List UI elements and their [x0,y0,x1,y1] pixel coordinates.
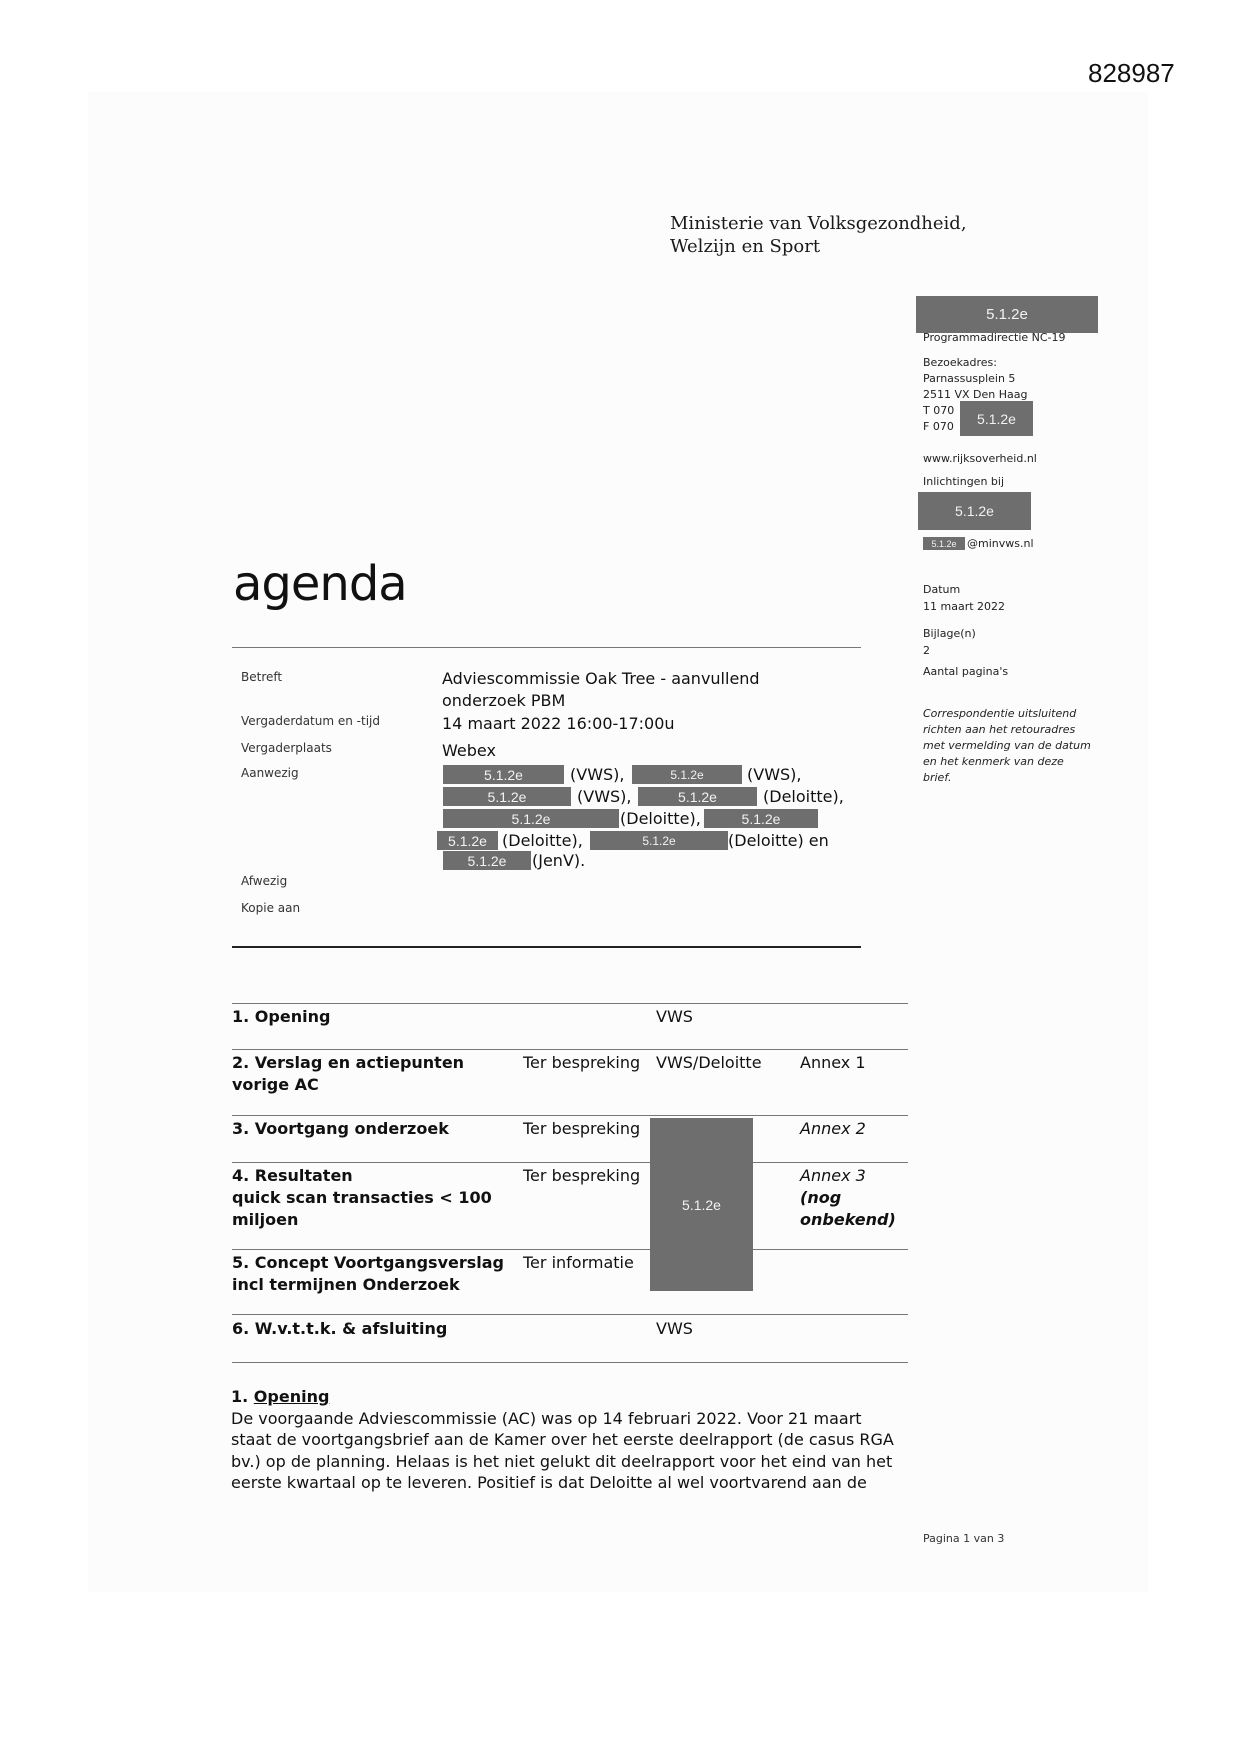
agenda-item-4-annex-line-2: (nog [800,1188,842,1207]
agenda-item-2-annex: Annex 1 [800,1053,866,1072]
table-row-divider [232,1314,908,1315]
redaction-box: 5.1.2e [918,492,1031,530]
present-label: Aanwezig [241,766,299,780]
divider [232,946,861,948]
agenda-item-6: 6. W.v.t.t.k. & afsluiting [232,1319,448,1338]
table-row-divider [232,1115,908,1116]
page-title: agenda [233,556,407,612]
attendee-org: (Deloitte), [502,831,583,850]
visit-street: Parnassusplein 5 [923,372,1016,385]
phone-line: T 070 [923,404,955,417]
page-number: Pagina 1 van 3 [923,1532,1005,1545]
redaction-box: 5.1.2e [923,537,965,550]
email-suffix: @minvws.nl [967,537,1034,550]
agenda-item-4-type: Ter bespreking [523,1166,641,1185]
redaction-box: 5.1.2e [443,809,619,828]
info-label: Inlichtingen bij [923,475,1005,488]
absent-label: Afwezig [241,874,288,888]
agenda-item-4-annex-line-3: onbekend) [800,1210,896,1229]
attendee-org: (JenV). [532,851,586,870]
correspondence-note-3: met vermelding van de datum [923,739,1091,752]
table-row-divider [232,1003,908,1004]
divider [232,647,861,648]
redaction-box: 5.1.2e [704,809,818,828]
agenda-item-4-line-3: miljoen [232,1210,299,1229]
agenda-item-1-who: VWS [656,1007,693,1026]
redaction-box: 5.1.2e [590,831,728,850]
ministry-line-2: Welzijn en Sport [670,236,821,257]
redaction-box: 5.1.2e [443,787,571,806]
agenda-item-2-line-2: vorige AC [232,1075,319,1094]
visit-city: 2511 VX Den Haag [923,388,1028,401]
agenda-item-2-line-1: 2. Verslag en actiepunten [232,1053,465,1072]
agenda-item-4-line-1: 4. Resultaten [232,1166,353,1185]
agenda-item-3: 3. Voortgang onderzoek [232,1119,449,1138]
page-count-label: Aantal pagina's [923,665,1009,678]
agenda-item-2-who: VWS/Deloitte [656,1053,762,1072]
section-heading: 1. Opening [231,1387,330,1406]
attendee-org: (VWS), [747,765,802,784]
place-label: Vergaderplaats [241,741,332,755]
ministry-logo-text [670,212,967,258]
redaction-box: 5.1.2e [960,401,1033,436]
correspondence-note-1: Correspondentie uitsluitend [923,707,1077,720]
paragraph-line: eerste kwartaal op te leveren. Positief is dat Deloitte al wel voortvarend aan de [231,1473,867,1492]
attendee-org: (Deloitte), [620,809,701,828]
agenda-item-5-type: Ter informatie [523,1253,634,1272]
agenda-item-5-line-2: incl termijnen Onderzoek [232,1275,460,1294]
redaction-box: 5.1.2e [638,787,757,806]
website-link: www.rijksoverheid.nl [923,452,1037,465]
datetime-value: 14 maart 2022 16:00-17:00u [442,714,675,733]
subject-value-line-1: Adviescommissie Oak Tree - aanvullend [442,669,760,688]
section-heading-text: Opening [253,1387,330,1406]
agenda-item-5-line-1: 5. Concept Voortgangsverslag [232,1253,504,1272]
attendee-org: (Deloitte) en [728,831,829,850]
place-value: Webex [442,741,496,760]
subject-label: Betreft [241,670,283,684]
date-label: Datum [923,583,961,596]
copy-label: Kopie aan [241,901,301,915]
ministry-line-1: Ministerie van Volksgezondheid, [670,213,967,234]
agenda-item-3-annex: Annex 2 [800,1119,866,1138]
fax-line: F 070 [923,420,954,433]
paragraph-line: bv.) op de planning. Helaas is het niet gelukt dit deelrapport voor het eind van het [231,1451,893,1471]
attendee-org: (VWS), [577,787,632,806]
table-row-divider [232,1249,908,1250]
correspondence-note-5: brief. [923,771,952,784]
agenda-item-6-who: VWS [656,1319,693,1338]
agenda-item-4-annex-line-1: Annex 3 [800,1166,866,1185]
department-label: Programmadirectie NC-19 [923,331,1066,344]
redaction-box: 5.1.2e [632,765,742,784]
correspondence-note-4: en het kenmerk van deze [923,755,1064,768]
visit-address-label: Bezoekadres: [923,356,997,369]
redaction-box: 5.1.2e [916,296,1098,333]
date-value: 11 maart 2022 [923,600,1006,613]
redaction-box: 5.1.2e [443,851,531,870]
redaction-box: 5.1.2e [437,831,498,850]
attachments-label: Bijlage(n) [923,627,976,640]
table-row-divider [232,1162,908,1163]
correspondence-note-2: richten aan het retouradres [923,723,1076,736]
document-number: 828987 [1088,58,1175,88]
datetime-label: Vergaderdatum en -tijd [241,714,380,728]
attendee-org: (VWS), [570,765,625,784]
subject-value-line-2: onderzoek PBM [442,691,566,710]
agenda-item-1: 1. Opening [232,1007,331,1026]
attachments-value: 2 [923,644,930,657]
agenda-item-3-type: Ter bespreking [523,1119,641,1138]
redaction-box: 5.1.2e [443,765,564,784]
table-row-divider [232,1362,908,1363]
table-row-divider [232,1049,908,1050]
attendee-org: (Deloitte), [763,787,844,806]
agenda-item-2-type: Ter bespreking [523,1053,641,1072]
agenda-item-4-line-2: quick scan transacties < 100 [232,1188,492,1207]
paragraph-line: De voorgaande Adviescommissie (AC) was op 14 februari 2022. Voor 21 maart [231,1408,862,1428]
redaction-box: 5.1.2e [650,1118,753,1291]
paragraph-line: staat de voortgangsbrief aan de Kamer over het eerste deelrapport (de casus RGA [231,1430,894,1449]
section-opening [231,1386,911,1494]
